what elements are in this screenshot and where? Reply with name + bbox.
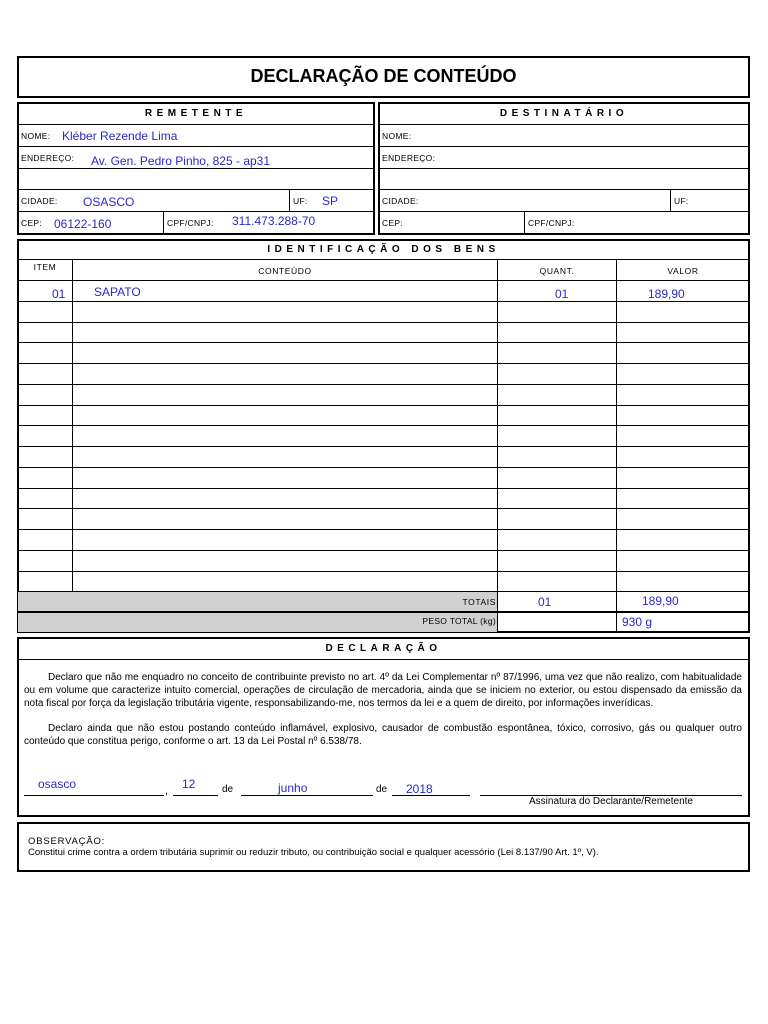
destinatario-uf-label: UF:	[674, 196, 689, 206]
destinatario-nome-label: NOME:	[382, 131, 412, 141]
item-row-1-valor: 189,90	[648, 287, 685, 301]
month-field: junho	[278, 781, 308, 795]
year-field: 2018	[406, 782, 433, 796]
remetente-uf-label: UF:	[293, 196, 308, 206]
comma-separator: ,	[165, 785, 169, 797]
destinatario-cep-label: CEP:	[382, 218, 404, 228]
remetente-nome-label: NOME:	[21, 131, 51, 141]
destinatario-endereco-label: ENDEREÇO:	[382, 153, 436, 163]
remetente-cidade-label: CIDADE:	[21, 196, 58, 206]
destinatario-cpf-label: CPF/CNPJ:	[528, 218, 575, 228]
local-field: osasco	[38, 777, 77, 791]
declaracao-paragraph-1: Declaro que não me enquadro no conceito de contribuinte previsto no art. 4º da Lei Complementar nº 87/1996, uma vez que não realizo, com habitualidade ou em volume que caracterize intuito comercial, operações de circulação de mercadoria, ainda que se iniciem no exterior, ou estou dispensado da emissão da nota fiscal por força da legislação tributária vigente, responsabilizando-me, nos termos da lei e a quem de direito, por informações inverídicas.	[24, 672, 742, 709]
observacao-label: OBSERVAÇÃO:	[28, 836, 106, 847]
remetente-cep: 06122-160	[54, 217, 112, 231]
totais-label: TOTAIS	[462, 597, 496, 607]
totais-quant: 01	[538, 595, 552, 609]
remetente-cidade: OSASCO	[83, 195, 135, 209]
observacao-text: Constitui crime contra a ordem tributária suprimir ou reduzir tributo, ou contribuição social e qualquer acessório (Lei 8.137/90 Art. 1º, V).	[28, 847, 599, 858]
peso-total-label: PESO TOTAL (kg)	[422, 616, 496, 626]
item-row-1-conteudo: SAPATO	[94, 285, 141, 299]
destinatario-header: DESTINATÁRIO	[499, 108, 629, 119]
remetente-cpf: 311.473.288-70	[232, 214, 316, 228]
peso-total-valor: 930 g	[622, 615, 653, 629]
assinatura-label: Assinatura do Declarante/Remetente	[529, 796, 693, 807]
declaracao-header: DECLARAÇÃO	[325, 643, 442, 654]
day-field: 12	[182, 777, 196, 791]
de-label-2: de	[376, 784, 388, 795]
page-title: DECLARAÇÃO DE CONTEÚDO	[250, 66, 517, 86]
remetente-endereco: Av. Gen. Pedro Pinho, 825 - ap31	[91, 154, 271, 168]
bens-header: IDENTIFICAÇÃO DOS BENS	[267, 244, 500, 255]
item-row-1-item: 01	[52, 287, 66, 301]
declaracao-paragraph-2: Declaro ainda que não estou postando conteúdo inflamável, explosivo, causador de combustão espontânea, tóxico, corrosivo, gás ou qualquer outro conteúdo que constitua perigo, conforme o art. 13 da Lei Postal nº 6.538/78.	[24, 723, 742, 747]
col-quant-header: QUANT.	[539, 266, 575, 276]
col-valor-header: VALOR	[667, 266, 699, 276]
col-conteudo-header: CONTEÚDO	[258, 266, 312, 276]
totais-valor: 189,90	[642, 594, 679, 608]
remetente-header: REMETENTE	[144, 108, 248, 119]
destinatario-cidade-label: CIDADE:	[382, 196, 419, 206]
remetente-endereco-label: ENDEREÇO:	[21, 153, 75, 163]
col-item-header: ITEM	[33, 262, 57, 272]
item-row-1-quant: 01	[555, 287, 569, 301]
remetente-cep-label: CEP:	[21, 218, 43, 228]
de-label-1: de	[222, 784, 234, 795]
remetente-nome: Kléber Rezende Lima	[62, 129, 178, 143]
remetente-uf: SP	[322, 194, 339, 208]
remetente-cpf-label: CPF/CNPJ:	[167, 218, 214, 228]
